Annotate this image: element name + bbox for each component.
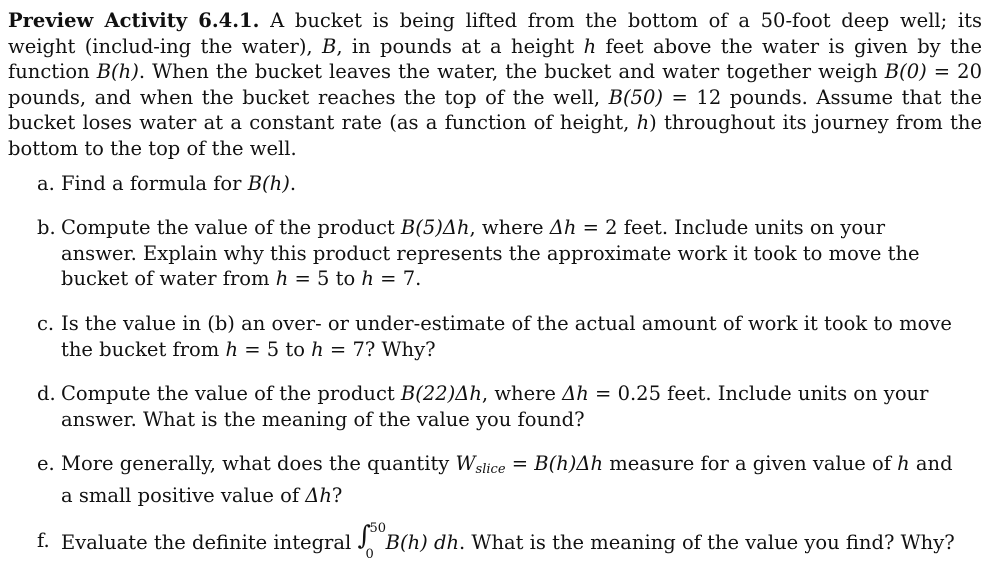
part-text: measure for a given value of [603,452,897,475]
part-text: , where [482,382,562,405]
part-b [8,215,982,292]
part-text: , where [470,216,550,239]
activity-heading: Preview Activity 6.4.1. [8,9,259,32]
part-d [8,381,982,432]
part-a [8,171,982,197]
part-f [8,528,982,556]
part-text: . What is the meaning of the value you find? Why? [459,531,955,554]
part-text: = 7? Why? [324,338,436,361]
part-text: Compute the value of the product [61,216,401,239]
part-text: = 0.25 feet. Include units on your answer. What is the meaning of the value you found? [61,382,928,431]
part-math: B(22)Δh [401,382,482,405]
integral-lower-limit: 0 [365,542,373,567]
intro-text: , in pounds at a height [336,35,583,58]
part-marker: a. [37,171,55,197]
part-e [8,451,982,508]
part-marker: b. [37,215,56,241]
part-math: B(h) dh [386,531,459,554]
integral-upper-limit: 50 [369,516,386,542]
part-math: h [897,452,910,475]
part-marker: c. [37,311,54,337]
activity-parts-list [8,171,982,556]
part-text: Is the value in (b) an over- or under-estimate of the actual amount of work it took to move the bucket from [61,312,952,361]
part-text: Evaluate the definite integral [61,531,357,554]
part-text: = [506,452,535,475]
part-math: h [225,338,238,361]
intro-text: = 12 pounds. Assume that the bucket loses water at a constant rate (as a function of height, [8,86,982,135]
activity-intro [8,8,982,162]
part-marker: d. [37,381,56,407]
part-text: . [290,172,296,195]
intro-math: B(h) [97,60,139,83]
part-text: Compute the value of the product [61,382,401,405]
part-marker: e. [37,451,55,477]
part-math: B(h) [248,172,290,195]
part-marker: f. [37,528,50,554]
part-math: B(h)Δh [534,452,603,475]
part-text: = 2 feet. Include units on your answer. Explain why this product represents the approximate work it took to move the bucket of water from [61,216,920,290]
part-text: = 7. [374,267,421,290]
part-c [8,311,982,362]
intro-math: h [584,35,597,58]
part-math: Δh [562,382,589,405]
part-math: W [456,452,476,475]
integral-sign: ∫ [357,524,371,550]
part-math: Δh [550,216,577,239]
intro-math: h [637,111,650,134]
part-math: h [311,338,324,361]
part-math-subscript: slice [476,462,506,477]
intro-text: ) throughout its journey from the bottom to the top of the well. [8,111,982,160]
intro-math: B [322,35,336,58]
intro-text: . When the bucket leaves the water, the bucket and water together weigh [139,60,885,83]
intro-math: B(0) [885,60,927,83]
part-text: ? [332,484,342,507]
part-text: = 5 to [238,338,311,361]
part-text: = 5 to [288,267,361,290]
part-text: and a small positive value of [61,452,953,507]
intro-text: A bucket is being lifted from the bottom of a 50-foot deep well; its weight (includ-ing the water), [8,9,982,58]
intro-text: = 20 pounds, and when the bucket reaches the top of the well, [8,60,982,109]
part-text: Find a formula for [61,172,248,195]
integral-symbol [357,528,379,554]
part-text: More generally, what does the quantity [61,452,456,475]
part-math: h [276,267,289,290]
part-math: h [361,267,374,290]
part-math: Δh [305,484,332,507]
intro-math: B(50) [609,86,663,109]
part-math: B(5)Δh [401,216,470,239]
intro-text: feet above the water is given by the function [8,35,982,84]
